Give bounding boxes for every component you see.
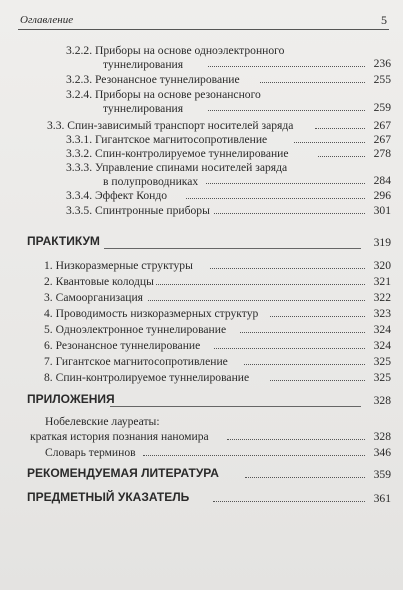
page-number: 5 bbox=[381, 13, 387, 27]
toc-appendix-item-1[interactable]: Нобелевские лауреаты: краткая история познания наномира 328 bbox=[30, 415, 391, 443]
toc-entry-3-2-3[interactable]: 3.2.3. Резонансное туннелирование 255 bbox=[66, 73, 391, 86]
toc-entry-3-2-4[interactable]: 3.2.4. Приборы на основе резонансного туннелирования 259 bbox=[66, 88, 391, 115]
toc-entry-3-3-2[interactable]: 3.3.2. Спин-контролируемое туннелирование 278 bbox=[66, 147, 391, 160]
toc-practicum-item-3[interactable]: 3. Самоорганизация 322 bbox=[44, 291, 391, 304]
toc-practicum-item-5[interactable]: 5. Одноэлектронное туннелирование 324 bbox=[44, 323, 391, 336]
divider bbox=[104, 248, 361, 249]
running-title: Оглавление bbox=[20, 14, 74, 26]
toc-entry-3-3-4[interactable]: 3.3.4. Эффект Кондо 296 bbox=[66, 189, 391, 202]
divider bbox=[110, 406, 361, 407]
toc-entry-3-3-1[interactable]: 3.3.1. Гигантское магнитосопротивление 267 bbox=[66, 133, 391, 146]
toc-entry-3-3[interactable]: 3.3. Спин-зависимый транспорт носителей заряда 267 bbox=[47, 119, 391, 132]
toc-entry-3-3-5[interactable]: 3.3.5. Спинтронные приборы 301 bbox=[66, 204, 391, 217]
toc-practicum-item-6[interactable]: 6. Резонансное туннелирование 324 bbox=[44, 339, 391, 352]
toc-practicum-item-4[interactable]: 4. Проводимость низкоразмерных структур 323 bbox=[44, 307, 391, 320]
toc-practicum-item-7[interactable]: 7. Гигантское магнитосопротивление 325 bbox=[44, 355, 391, 368]
toc-appendix-item-2[interactable]: Словарь терминов 346 bbox=[45, 446, 391, 459]
toc-practicum-item-2[interactable]: 2. Квантовые колодцы 321 bbox=[44, 275, 391, 288]
toc-part-literature[interactable]: РЕКОМЕНДУЕМАЯ ЛИТЕРАТУРА 359 bbox=[27, 466, 391, 481]
toc-practicum-item-1[interactable]: 1. Низкоразмерные структуры 320 bbox=[44, 259, 391, 272]
toc-part-index[interactable]: ПРЕДМЕТНЫЙ УКАЗАТЕЛЬ 361 bbox=[27, 490, 391, 505]
toc-practicum-item-8[interactable]: 8. Спин-контролируемое туннелирование 325 bbox=[44, 371, 391, 384]
toc-entry-3-2-2[interactable]: 3.2.2. Приборы на основе одноэлектронного туннелирования 236 bbox=[66, 44, 391, 71]
toc-part-appendix[interactable]: ПРИЛОЖЕНИЯ 328 bbox=[27, 392, 391, 407]
toc-part-practicum[interactable]: ПРАКТИКУМ 319 bbox=[27, 234, 391, 249]
toc-entry-3-3-3[interactable]: 3.3.3. Управление спинами носителей заряда в полупроводниках 284 bbox=[66, 161, 391, 188]
